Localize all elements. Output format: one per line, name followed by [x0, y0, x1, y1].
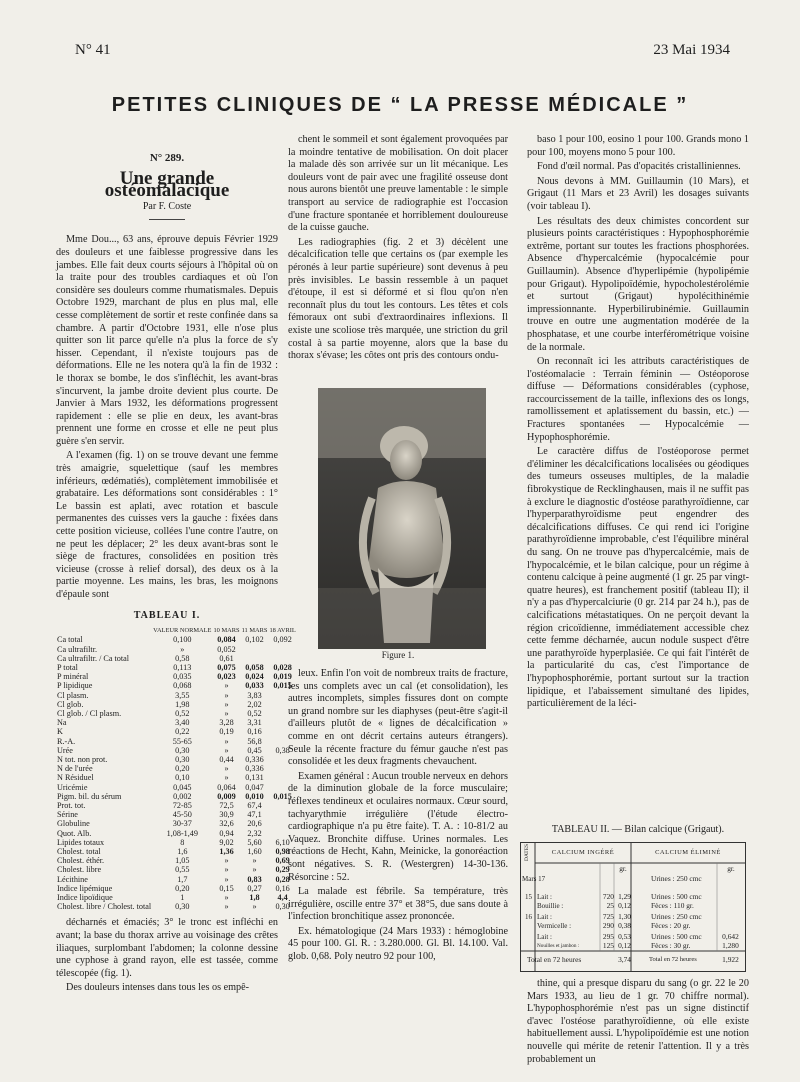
table1-row-label: P minéral	[57, 672, 89, 682]
table1-cell: 0,16	[247, 727, 262, 737]
table1-cell: 0,52	[247, 709, 262, 719]
table1-cell: 56,8	[247, 736, 262, 746]
table1-cell: »	[224, 699, 229, 709]
table2-cell: 725	[602, 912, 614, 921]
table2	[520, 842, 746, 972]
table1-row	[56, 691, 297, 700]
table1-cell: »	[224, 709, 229, 719]
table1-cell: »	[224, 856, 229, 866]
table1-cell: 0,064	[217, 782, 236, 792]
table1-cell: 1,08-1,49	[166, 828, 198, 838]
table1-cell: 3,55	[175, 690, 190, 700]
table1-cell: »	[224, 736, 229, 746]
table1-cell: 0,55	[175, 865, 190, 875]
table2-cell: Fèces : 20 gr.	[651, 921, 691, 930]
table1-cell: »	[224, 690, 229, 700]
table1-cell: 0,024	[245, 672, 264, 682]
table2-cell: 125	[602, 941, 614, 950]
table1-cell: 67,4	[247, 801, 262, 811]
table1-cell: 0,15	[219, 883, 234, 893]
table1-row-label: Urée	[57, 745, 73, 755]
table1-row	[56, 773, 297, 782]
table1-row	[56, 884, 297, 893]
table1-cell: 0,068	[173, 681, 192, 691]
table1-header-cell: 11 MARS	[241, 627, 268, 635]
paragraph: leux. Enfin l'on voit de nombreux traits de fracture, les uns complets avec un cal (et consolidation), les autres incomplets, simples fissures dont on compte un grand nombre sur les diaphyses (peut-être s'agit-il d'ailleurs plutôt de « lignes de décalcification » comme en ont décrit certains auteurs étrangers). Seule la récente fracture du fémur gauche n'est pas consolidée et les deux fragments chevauchent.	[288, 668, 508, 768]
table1-row-label: Sérine	[57, 810, 78, 820]
table1-row-label: Uricémie	[57, 782, 88, 792]
table1-cell: »	[224, 773, 229, 783]
table2-content	[521, 843, 745, 971]
table1-row	[56, 819, 297, 828]
table1-cell: 0,336	[245, 755, 264, 765]
table1-cell	[241, 645, 269, 654]
figure-1-photograph	[318, 388, 486, 649]
table1-cell: 0,010	[245, 791, 264, 801]
table1-cell: 47,1	[247, 810, 262, 820]
table1-row	[56, 663, 297, 672]
table1-row	[56, 838, 297, 847]
table2-cell: 295	[602, 932, 614, 941]
table1-cell: 0,30	[175, 745, 190, 755]
table2-cell: 16	[525, 913, 532, 921]
paragraph: Les résultats des deux chimistes concordent sur plusieurs points caractéristiques : Hypophosphorémie extrême, portant sur toutes les fractions phosphorées. Absence d'hypercalcémie (hypocalcémie pour Guillaumin). Absence d'hyperlipémie (hypolipémie pour Grigaut). Hypolipoïdémie, hypocholestérolémie et surtout (Grigaut) hypolécithinémie impressionnante. Hyperbilirubinémie. Guillaumin trouve en outre une augmentation modérée de la phosphatase, et une courbe interférométrique voisine de la normale.	[527, 215, 749, 353]
table1-cell: 0,052	[217, 644, 236, 654]
table2-cell: Nouilles et jambon :	[537, 943, 580, 949]
paragraph: décharnés et émaciés; 3° le tronc est infléchi en avant; la base du thorax arrive au voisinage des crêtes iliaques, surplombant l'abdomen; la colonne dessine une cyphose à grand rayon, elle est tassée, comme télescopée (fig. 1).	[56, 917, 278, 979]
table1-row	[56, 654, 297, 663]
table1-cell: 0,28	[275, 874, 290, 884]
table1-cell: 0,22	[175, 727, 190, 737]
table2-cell: gr.	[727, 864, 735, 873]
table1-row-label: N de l'urée	[57, 764, 93, 774]
table2-cell: Urines : 500 cmc	[651, 932, 702, 941]
table1-row	[56, 737, 297, 746]
table2-cell: Lait :	[537, 913, 552, 921]
table1-header-row	[56, 626, 297, 635]
table1-row-label: P lipidique	[57, 681, 93, 691]
table1-cell: 0,019	[273, 672, 292, 682]
table1-row	[56, 635, 297, 644]
table1-cell: 30-37	[172, 819, 192, 829]
table1-cell: 1	[180, 893, 185, 903]
table1-cell: 1,98	[175, 699, 190, 709]
table1-cell: 5,60	[247, 837, 262, 847]
figure-caption: Figure 1.	[381, 650, 415, 660]
article-number: N° 289.	[149, 152, 185, 164]
table1-cell: 0,131	[245, 773, 264, 783]
table1-cell: »	[224, 764, 229, 774]
table1-cell: »	[252, 865, 257, 875]
table1-cell: 0,10	[175, 773, 190, 783]
table1-row	[56, 746, 297, 755]
table1-row-label: Indice lipoïdique	[57, 893, 113, 903]
table1-cell: 8	[180, 837, 185, 847]
paragraph: On reconnaît ici les attributs caractéristiques de l'ostéomalacie : Terrain féminin — Ostéoporose diffuse — Déformations considérables (cyphose, raccourcissement de la taille, inflexions des os longs, ramollissement et aplatissement du bassin, etc.) — Fractures spontanées — Hypocalcémie — Hypophosphorémie.	[527, 356, 749, 443]
table1-cell: 55-65	[172, 736, 192, 746]
paragraph: baso 1 pour 100, eosino 1 pour 100. Grands mono 1 pour 100, moyens mono 5 pour 100.	[527, 134, 749, 158]
table1-row-label: P total	[57, 663, 78, 672]
table2-cell: DATES	[524, 843, 530, 861]
table1-row-label: Ca ultrafiltr.	[57, 644, 98, 654]
table1-cell: 0,100	[173, 635, 192, 645]
table2-title: TABLEAU II. — Bilan calcique (Grigaut).	[551, 824, 725, 835]
table2-cell: 1,280	[722, 941, 739, 950]
table1-header-cell: VALEUR NORMALE	[153, 627, 212, 635]
table2-cell: Mars 17	[522, 875, 546, 883]
table1-cell: 3,40	[175, 718, 190, 728]
table1-row	[56, 847, 297, 856]
table1-row	[56, 718, 297, 727]
table1-cell: 0,075	[217, 663, 236, 672]
table2-cell: 0,642	[722, 932, 739, 941]
table1-cell	[241, 654, 269, 663]
table2-cell: 0,38	[618, 921, 631, 930]
table2-cell: 1,29	[618, 892, 631, 901]
paragraph: thine, qui a presque disparu du sang (o gr. 22 le 20 Mars 1933, au lieu de 1 gr. 70 chiffre normal). L'hypophosphorémie n'est pas un signe distinctif d'avec l'ostéose parathyroïdienne, où elle existe habituellement aussi. L'hypolipoïdémie est une notion nouvelle qui mérite de retenir l'attention. Il y a très probablement un	[527, 978, 749, 1065]
table1-row	[56, 875, 297, 884]
table1-title: TABLEAU I.	[133, 609, 201, 621]
table1-cell: 2,32	[247, 828, 262, 838]
table1-row-label: K	[57, 727, 63, 737]
table2-cell: 1,922	[722, 955, 739, 964]
paragraph: La malade est fébrile. Sa température, très irrégulière, oscille entre 37° et 38°5, due sans doute à l'infection bronchitique assez prononcée.	[288, 886, 508, 923]
table1-row	[56, 645, 297, 654]
table1-cell: 32,6	[219, 819, 234, 829]
table1-cell: 0,29	[275, 865, 290, 875]
table1-row-label: Indice lipémique	[57, 883, 113, 893]
table1-row-label: Cl glob.	[57, 699, 84, 709]
table1-row-label: Cholest. libre / Cholest. total	[57, 902, 152, 912]
table1-cell: »	[252, 902, 257, 912]
table1-row	[56, 700, 297, 709]
table1-cell: »	[224, 681, 229, 691]
table1-cell: 1,36	[219, 847, 234, 857]
table1-cell: 0,45	[247, 745, 262, 755]
table1-cell: 1,60	[247, 847, 262, 857]
table1-cell: 0,028	[273, 663, 292, 672]
table1-cell: 0,69	[275, 856, 290, 866]
column-right-lower	[527, 978, 749, 1068]
table1-row-label: Cholest. total	[57, 847, 101, 857]
article-title: Une grande ostéomalacique	[104, 167, 230, 202]
table1-row	[56, 727, 297, 736]
table1-cell: 6,10	[275, 837, 290, 847]
table1-cell: 0,30	[175, 902, 190, 912]
table2-cell: 1,30	[618, 912, 631, 921]
table1-cell: 0,30	[275, 902, 290, 912]
table1-cell: 1,7	[177, 874, 188, 884]
table1-row-label: Lipides totaux	[57, 837, 105, 847]
table1-row-label: Cholest. éthér.	[57, 856, 105, 866]
table1-cell: 0,20	[175, 883, 190, 893]
table1-row	[56, 764, 297, 773]
table1-cell: 3,83	[247, 690, 262, 700]
paragraph: Le caractère diffus de l'ostéoporose permet d'éliminer les décalcifications localisées ou géodiques des tumeurs osseuses multiples, de la maladie fibrokystique de Recklinghausen, mais il ne suffit pas à exclure le diagnostic d'ostéose parathyroïdienne, car l'hyperparathyroïdisme peut engendrer des décalcifications diffuses. Ce qui rend ici l'origine parathyroïdienne improbable, c'est l'équilibre minéral du sang. On ne trouve pas d'hypercalcémie, mais de l'hypocalcémie, et le bilan calcique, pour un régime à contenu calcique à peine augmenté (1 gr. 25 par vingt-quatre heures), est franchement positif (tableau II); il n'y a pas d'hypercalciurie (0 gr. 214 par 24 h.), pas de calcifications métastatiques. On ne perçoit devant la région cricoïdienne, immédiatement accessible chez cette femme décharnée, aucun nodule suspect d'être une parathyroïde hyperplasiée. Ce qui fait l'intérêt de la particularité du cas, c'est l'importance de l'hypophosphorémie, portant surtout sur la traction lipidique, et l'abaissement simultané des lipides, particulièrement de la léci-	[527, 446, 749, 710]
table1-cell: 4,4	[277, 893, 288, 903]
table1-cell: 0,94	[219, 828, 234, 838]
table1-row-label: Ca ultrafiltr. / Ca total	[57, 653, 130, 663]
table1-cell: 1,05	[175, 856, 190, 866]
table2-cell: 15	[525, 893, 532, 901]
table2-cell: Total en 72 heures	[649, 956, 697, 963]
issue-date: 23 Mai 1934	[653, 42, 730, 58]
table1-cell: »	[224, 865, 229, 875]
table2-cell: Fèces : 30 gr.	[651, 941, 691, 950]
table1-row	[56, 801, 297, 810]
table2-cell: Fèces : 110 gr.	[651, 901, 694, 910]
table1-row	[56, 792, 297, 801]
table2-cell: 0,53	[618, 932, 631, 941]
paragraph: Ex. hématologique (24 Mars 1933) : hémoglobine 45 pour 100. Gl. R. : 3.280.000. Gl. Bl. 14.100. Val. glob. 0,68. Poly neutro 92 pour 100,	[288, 925, 508, 963]
table1-row-label: Cholest. libre	[57, 865, 102, 875]
table1-cell: 20,6	[247, 819, 262, 829]
table1-cell: 0,61	[219, 653, 234, 663]
table1-cell: 0,002	[173, 791, 192, 801]
table1-cell: 9,02	[219, 837, 234, 847]
paragraph: A l'examen (fig. 1) on se trouve devant une femme très amaigrie, squelettique (sauf les membres inférieurs, œdématiés), complètement immobilisée et grabataire. Les déformations sont considérables : 1° Le bassin est aplati, avec rotation et bascule permanentes des cuisses vers la gauche : fixées dans cette position vicieuse, collées l'une contre l'autre, on ne peut les déplacer; 2° les deux avant-bras sont le siège de fractures, consolidées en position très vicieuse (crosse à relief dorsal), des deux os à la partie moyenne. Les mains, les bras, les moignons d'épaule sont	[56, 450, 278, 600]
table2-cell: gr.	[619, 864, 627, 873]
table2-cell: 720	[602, 892, 614, 901]
table1-cell: 0,38	[275, 745, 290, 755]
table1-row	[56, 681, 297, 690]
table1-row	[56, 672, 297, 681]
table1-cell: 72,5	[219, 801, 234, 811]
table1-cell: 0,015	[273, 681, 292, 691]
paragraph: chent le sommeil et sont également provoquées par la moindre tentative de mobilisation. On doit placer la malade dès son arrivée sur un lit mécanique. Les douleurs vont de pair avec une fragilité osseuse dont nous aurons bientôt une preuve lamentable : le simple transport au service de radiographie est l'occasion d'une fracture spontanée et horriblement douloureuse de la cuisse gauche.	[288, 134, 508, 234]
table1-cell: 0,27	[247, 883, 262, 893]
table1-cell: 2,02	[247, 699, 262, 709]
table1-cell: 3,31	[247, 718, 262, 728]
table1-cell: »	[180, 644, 185, 654]
table2-cell: Vermicelle :	[537, 922, 572, 930]
table1-row	[56, 783, 297, 792]
table1-row-label: N tot. non prot.	[57, 755, 108, 765]
table2-cell: 0,12	[618, 941, 631, 950]
table2-cell: Bouillie :	[537, 902, 564, 910]
table1-cell: 0,015	[273, 791, 292, 801]
table1-row-label: Cl glob. / Cl plasm.	[57, 709, 122, 719]
table2-cell: 0,12	[618, 901, 631, 910]
table1-cell: 45-50	[172, 810, 192, 820]
table1-cell: 0,83	[247, 874, 262, 884]
table1-row	[56, 829, 297, 838]
table1-row-label: Globuline	[57, 819, 90, 829]
table1-row	[56, 755, 297, 764]
table1-row-label: Cl plasm.	[57, 690, 89, 700]
table1-cell: 3,28	[219, 718, 234, 728]
table1-cell: 0,102	[245, 635, 264, 645]
paragraph: Les radiographies (fig. 2 et 3) décèlent une décalcification telle que certains os (par exemple les péronés à leur partie supérieure) sont devenus à peu près invisibles. Le bassin ressemble à un paquet d'étoupe, il est si déformé et si flou qu'on n'en reconnaît plus du tout les contours. Les têtes et cols fémoraux ont subi d'extraordinaires inflexions. Il existe une scoliose très marquée, une striction du gril costal à sa partie moyenne, alors que la base du thorax s'évase; les côtes ont pris des contours ondu-	[288, 236, 508, 362]
table1-header-cell: 10 MARS	[213, 627, 240, 635]
table1-cell: 72-85	[172, 801, 192, 811]
table1-row-label: Pigm. bil. du sérum	[57, 791, 122, 801]
article-byline: Par F. Coste	[142, 200, 192, 212]
table1-cell: »	[252, 856, 257, 866]
table1-cell: 30,9	[219, 810, 234, 820]
table1-row	[56, 810, 297, 819]
table1-cell: 0,336	[245, 764, 264, 774]
issue-number: N° 41	[75, 42, 111, 58]
table1-cell: 0,047	[245, 782, 264, 792]
table1-header-cell: 18 AVRIL	[269, 627, 296, 635]
table1-header-cell	[56, 626, 152, 635]
table1-cell: 0,045	[173, 782, 192, 792]
table1-cell: 0,30	[175, 755, 190, 765]
table1-cell: 0,058	[245, 663, 264, 672]
table1-row-label: Na	[57, 718, 67, 728]
table1-row	[56, 893, 297, 902]
table2-cell: Urines : 250 cmc	[651, 912, 702, 921]
table2-cell: Lait :	[537, 933, 552, 941]
table1-row-label: Lécithine	[57, 874, 88, 884]
table1-row-label: R.-A.	[57, 736, 76, 746]
patient-photo-illustration	[318, 388, 486, 649]
table1-cell: 0,009	[217, 791, 236, 801]
table1-row	[56, 856, 297, 865]
table1-cell: 0,52	[175, 709, 190, 719]
paragraph: Nous devons à MM. Guillaumin (10 Mars), et Grigaut (11 Mars et 23 Avril) les dosages suivants (voir tableau I).	[527, 175, 749, 212]
table1-row	[56, 709, 297, 718]
table1-cell: »	[224, 893, 229, 903]
table2-cell: Total en 72 heures	[527, 955, 582, 964]
divider	[149, 219, 185, 220]
table1-cell: 0,092	[273, 635, 292, 645]
table2-cell: 3,74	[618, 955, 631, 964]
table1-cell: 0,023	[217, 672, 236, 682]
table1	[56, 626, 297, 911]
table1-cell: 0,16	[275, 883, 290, 893]
table1-row-label: N Résiduel	[57, 773, 94, 783]
table1-cell: 0,20	[175, 764, 190, 774]
table2-cell: Urines : 500 cmc	[651, 892, 702, 901]
table1-cell: »	[224, 902, 229, 912]
table1-cell: 0,44	[219, 755, 234, 765]
table1-cell: 0,98	[275, 847, 290, 857]
column-left	[56, 152, 296, 997]
section-title: PETITES CLINIQUES DE “ LA PRESSE MÉDICALE ”	[111, 94, 689, 116]
table2-cell: CALCIUM ÉLIMINÉ	[655, 849, 721, 856]
table1-row-label: Prot. tot.	[57, 801, 86, 811]
table1-cell: 0,58	[175, 653, 190, 663]
table2-cell: CALCIUM INGÉRÉ	[551, 849, 615, 856]
table1-cell: 0,035	[173, 672, 192, 682]
column-middle	[288, 134, 508, 365]
table1-cell: 0,033	[245, 681, 264, 691]
paragraph: Des douleurs intenses dans tous les os empê-	[66, 982, 250, 994]
column-right	[527, 134, 749, 713]
table2-cell: 25	[606, 901, 614, 910]
table1-cell: 1,6	[177, 847, 188, 857]
table1-cell: »	[224, 874, 229, 884]
table2-cell: Lait :	[537, 893, 552, 901]
table2-cell: Urines : 250 cmc	[651, 874, 702, 883]
table2-cell: 290	[602, 921, 614, 930]
table1-row-label: Quot. Alb.	[57, 828, 92, 838]
table1-cell: 1,8	[249, 893, 260, 903]
table1-cell: 0,084	[217, 635, 236, 645]
table1-cell: »	[224, 745, 229, 755]
column-middle-lower	[288, 668, 508, 966]
table1-cell: 0,113	[173, 663, 192, 672]
table1-cell: 0,19	[219, 727, 234, 737]
paragraph: Examen général : Aucun trouble nerveux en dehors de la diminution globale de la force musculaire; réflexes tendineux et oculaires normaux. Cœur sourd, tachyarythmie irrégulière (l'étude électro-cardiographique n'a pu être faite). T. A. : 10-81/2 au Vaquez. Bronchite diffuse. Urines normales. Les réactions de Hecht, Kahn, Meinicke, la gonoréaction sont négatives. S. R. (Westergren) 14-30-136. Résorcine : 52.	[288, 770, 508, 883]
paragraph: Fond d'œil normal. Pas d'opacités cristalliniennes.	[537, 161, 741, 173]
table1-row-label: Ca total	[57, 635, 83, 645]
table1-row	[56, 865, 297, 874]
table1-body	[56, 635, 297, 911]
table1-row	[56, 902, 297, 911]
paragraph: Mme Dou..., 63 ans, éprouve depuis Février 1929 des douleurs et une faiblesse progressive dans les jambes. Elle fait deux courts séjours à l'hôpital où on la traite pour des troubles cardiaques et où l'on considère ses douleurs comme rhumatismales. Depuis Octobre 1929, marchant de plus en plus mal, elle cesse complètement de sortir et reste confinée dans sa chambre. A partir d'Octobre 1931, elle n'ose plus quitter son lit parce qu'elle n'a plus la force de s'y hisser. Cependant, il n'existe toujours pas de déformations. Elle ne les notera qu'à la fin de 1932 : le thorax se bombe, le dos s'infléchit, les avant-bras s'incurvent, la jambe droite devient plus courte. De Janvier à Mars 1932, les déformations progressent rapidement : elle se plie en deux, les avant-bras prennent une forme en crosse et elle ne peut plus guère s'en servir.	[56, 234, 278, 447]
